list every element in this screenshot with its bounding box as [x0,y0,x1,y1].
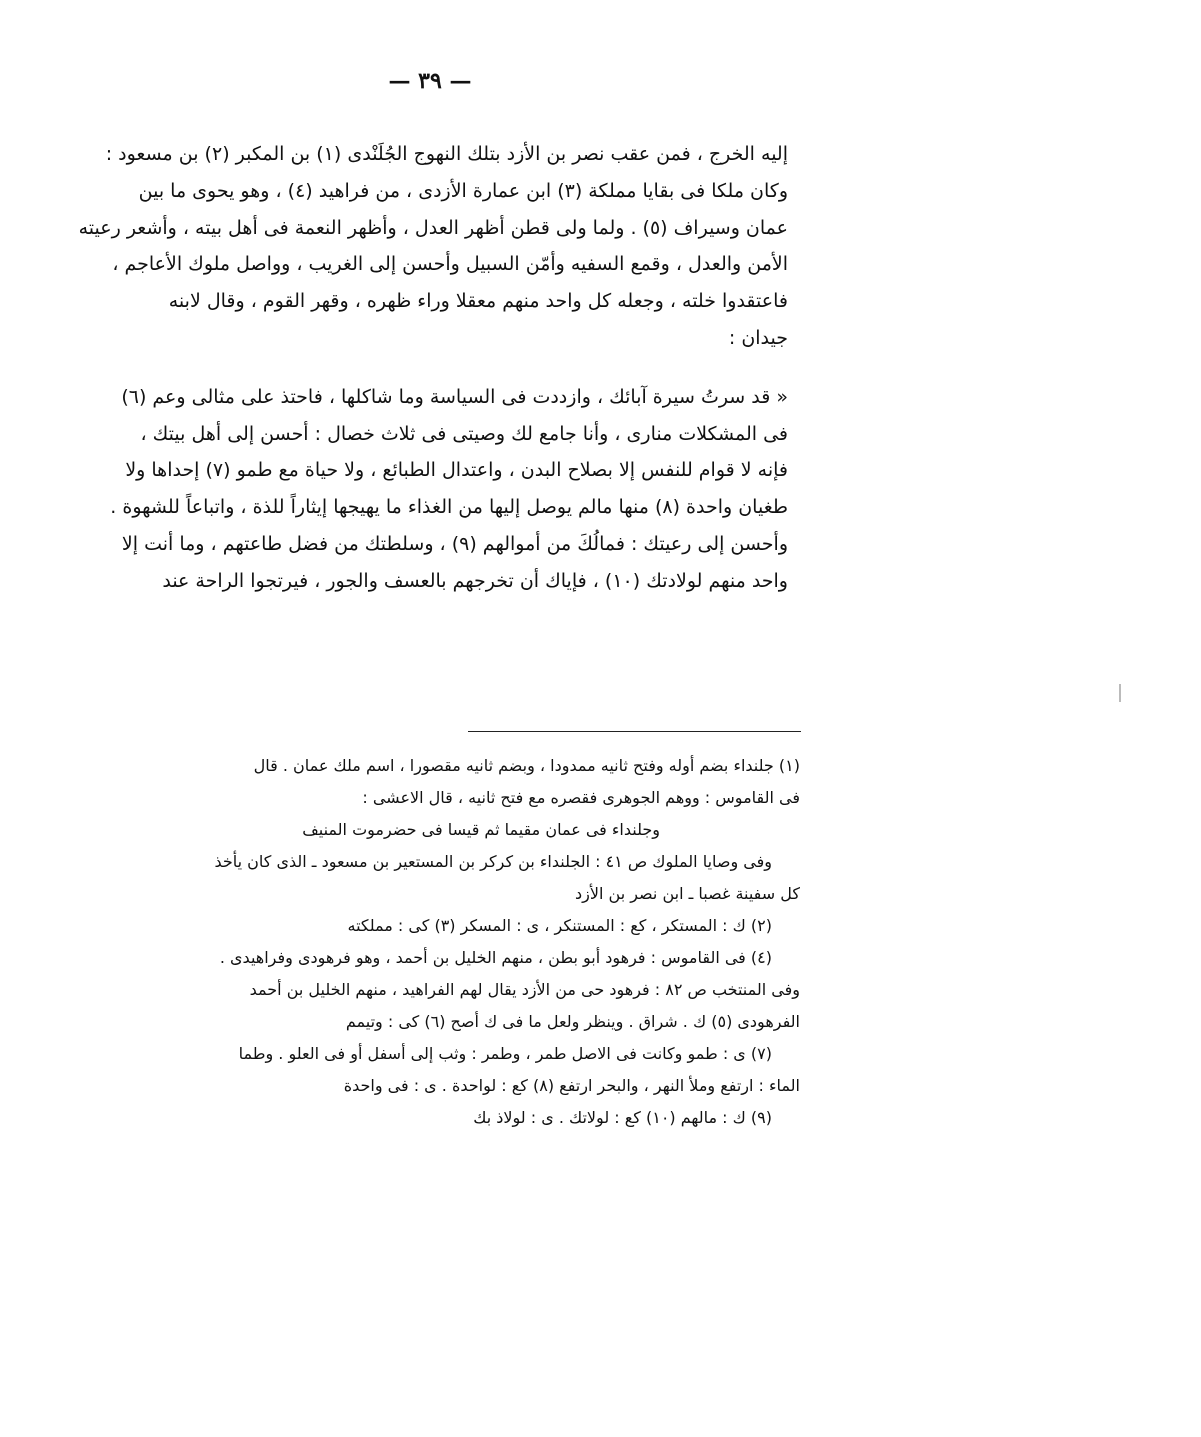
text-line: إليه الخرج ، فمن عقب نصر بن الأزد بتلك النهوج الجُلَنْدى (١) بن المكبر (٢) بن مسعود : [105,143,788,165]
footnote-line: (٢) ك : المستكر ، كع : المستنكر ، ى : المسكر (٣) كى : مملكته [347,916,772,935]
text-line: الأمن والعدل ، وقمع السفيه وأمّن السبيل وأحسن إلى الغريب ، وواصل ملوك الأعاجم ، [112,253,788,276]
footnote-line: (٤) فى القاموس : فرهود أبو بطن ، منهم الخليل بن أحمد ، وهو فرهودى وفراهيدى . [219,948,772,967]
footnote-line: (٧) ى : طمو وكانت فى الاصل طمر ، وطمر : وثب إلى أسفل أو فى العلو . وطما [238,1044,772,1063]
footnote-line: وفى المنتخب ص ٨٢ : فرهود حى من الأزد يقال لهم الفراهيد ، منهم الخليل بن أحمد [249,980,800,999]
footnote-line: كل سفينة غصبا ـ ابن نصر بن الأزد [575,884,800,903]
text-line: وكان ملكا فى بقايا مملكة (٣) ابن عمارة الأزدى ، من فراهيد (٤) ، وهو يحوى ما بين [138,179,788,202]
footnote-line: فى القاموس : ووهم الجوهرى فقصره مع فتح ثانيه ، قال الاعشى : [362,788,800,807]
footnote-line: الماء : ارتفع وملأ النهر ، والبحر ارتفع (٨) كع : لواحدة . ى : فى واحدة [343,1076,800,1095]
footnote-line: (٩) ك : مالهم (١٠) كع : لولاتك . ى : لولاذ بك [473,1108,772,1127]
footnotes [62,750,800,1134]
quote-line: واحد منهم لولادتك (١٠) ، فإياك أن تخرجهم بالعسف والجور ، فيرتجوا الراحة عند [162,569,788,592]
quote-line: وأحسن إلى رعيتك : فمالُكَ من أموالهم (٩) ، وسلطتك من فضل طاعتهم ، وما أنت إلا [121,532,788,555]
poetry-verse: وجلنداء فى عمان مقيما ثم قيسا فى حضرموت المنيف [302,820,660,839]
quote-line: فإنه لا قوام للنفس إلا بصلاح البدن ، واعتدال الطبائع ، ولا حياة مع طمو (٧) إحداها ولا [125,459,788,482]
quote-line: « قد سرتُ سيرة آبائك ، وازددت فى السياسة وما شاكلها ، فاحتذ على مثالى وعم (٦) [121,385,788,408]
text-line: فاعتقدوا خلته ، وجعله كل واحد منهم معقلا وراء ظهره ، وقهر القوم ، وقال لابنه [168,290,788,313]
footnote-line: الفرهودى (٥) ك . شراق . وينظر ولعل ما فى ك أصح (٦) كى : وتيمم [345,1012,800,1031]
quote-line: طغيان واحدة (٨) منها مالم يوصل إليها من الغذاء ما يهيجها إيثاراً للذة ، واتباعاً للشهوة . [110,496,788,519]
main-text [62,136,788,600]
scan-mark [1119,684,1121,702]
text-line: عمان وسيراف (٥) . ولما ولى قطن أظهر العدل ، وأظهر النعمة فى أهل بيته ، وأشعر رعيته [78,216,788,239]
quote-line: فى المشكلات منارى ، وأنا جامع لك وصيتى فى ثلاث خصال : أحسن إلى أهل بيتك ، [140,422,788,445]
paragraph-gap [62,357,788,379]
footnote-separator [468,731,801,732]
text-line: جيدان : [728,326,788,349]
footnote-line: وفى وصايا الملوك ص ٤١ : الجلنداء بن كركر بن المستعير بن مسعود ـ الذى كان يأخذ [214,852,772,871]
footnote-line: (١) جلنداء بضم أوله وفتح ثانيه ممدودا ، وبضم ثانيه مقصورا ، اسم ملك عمان . قال [253,756,800,775]
page-number: — ٣٩ — [388,68,472,94]
